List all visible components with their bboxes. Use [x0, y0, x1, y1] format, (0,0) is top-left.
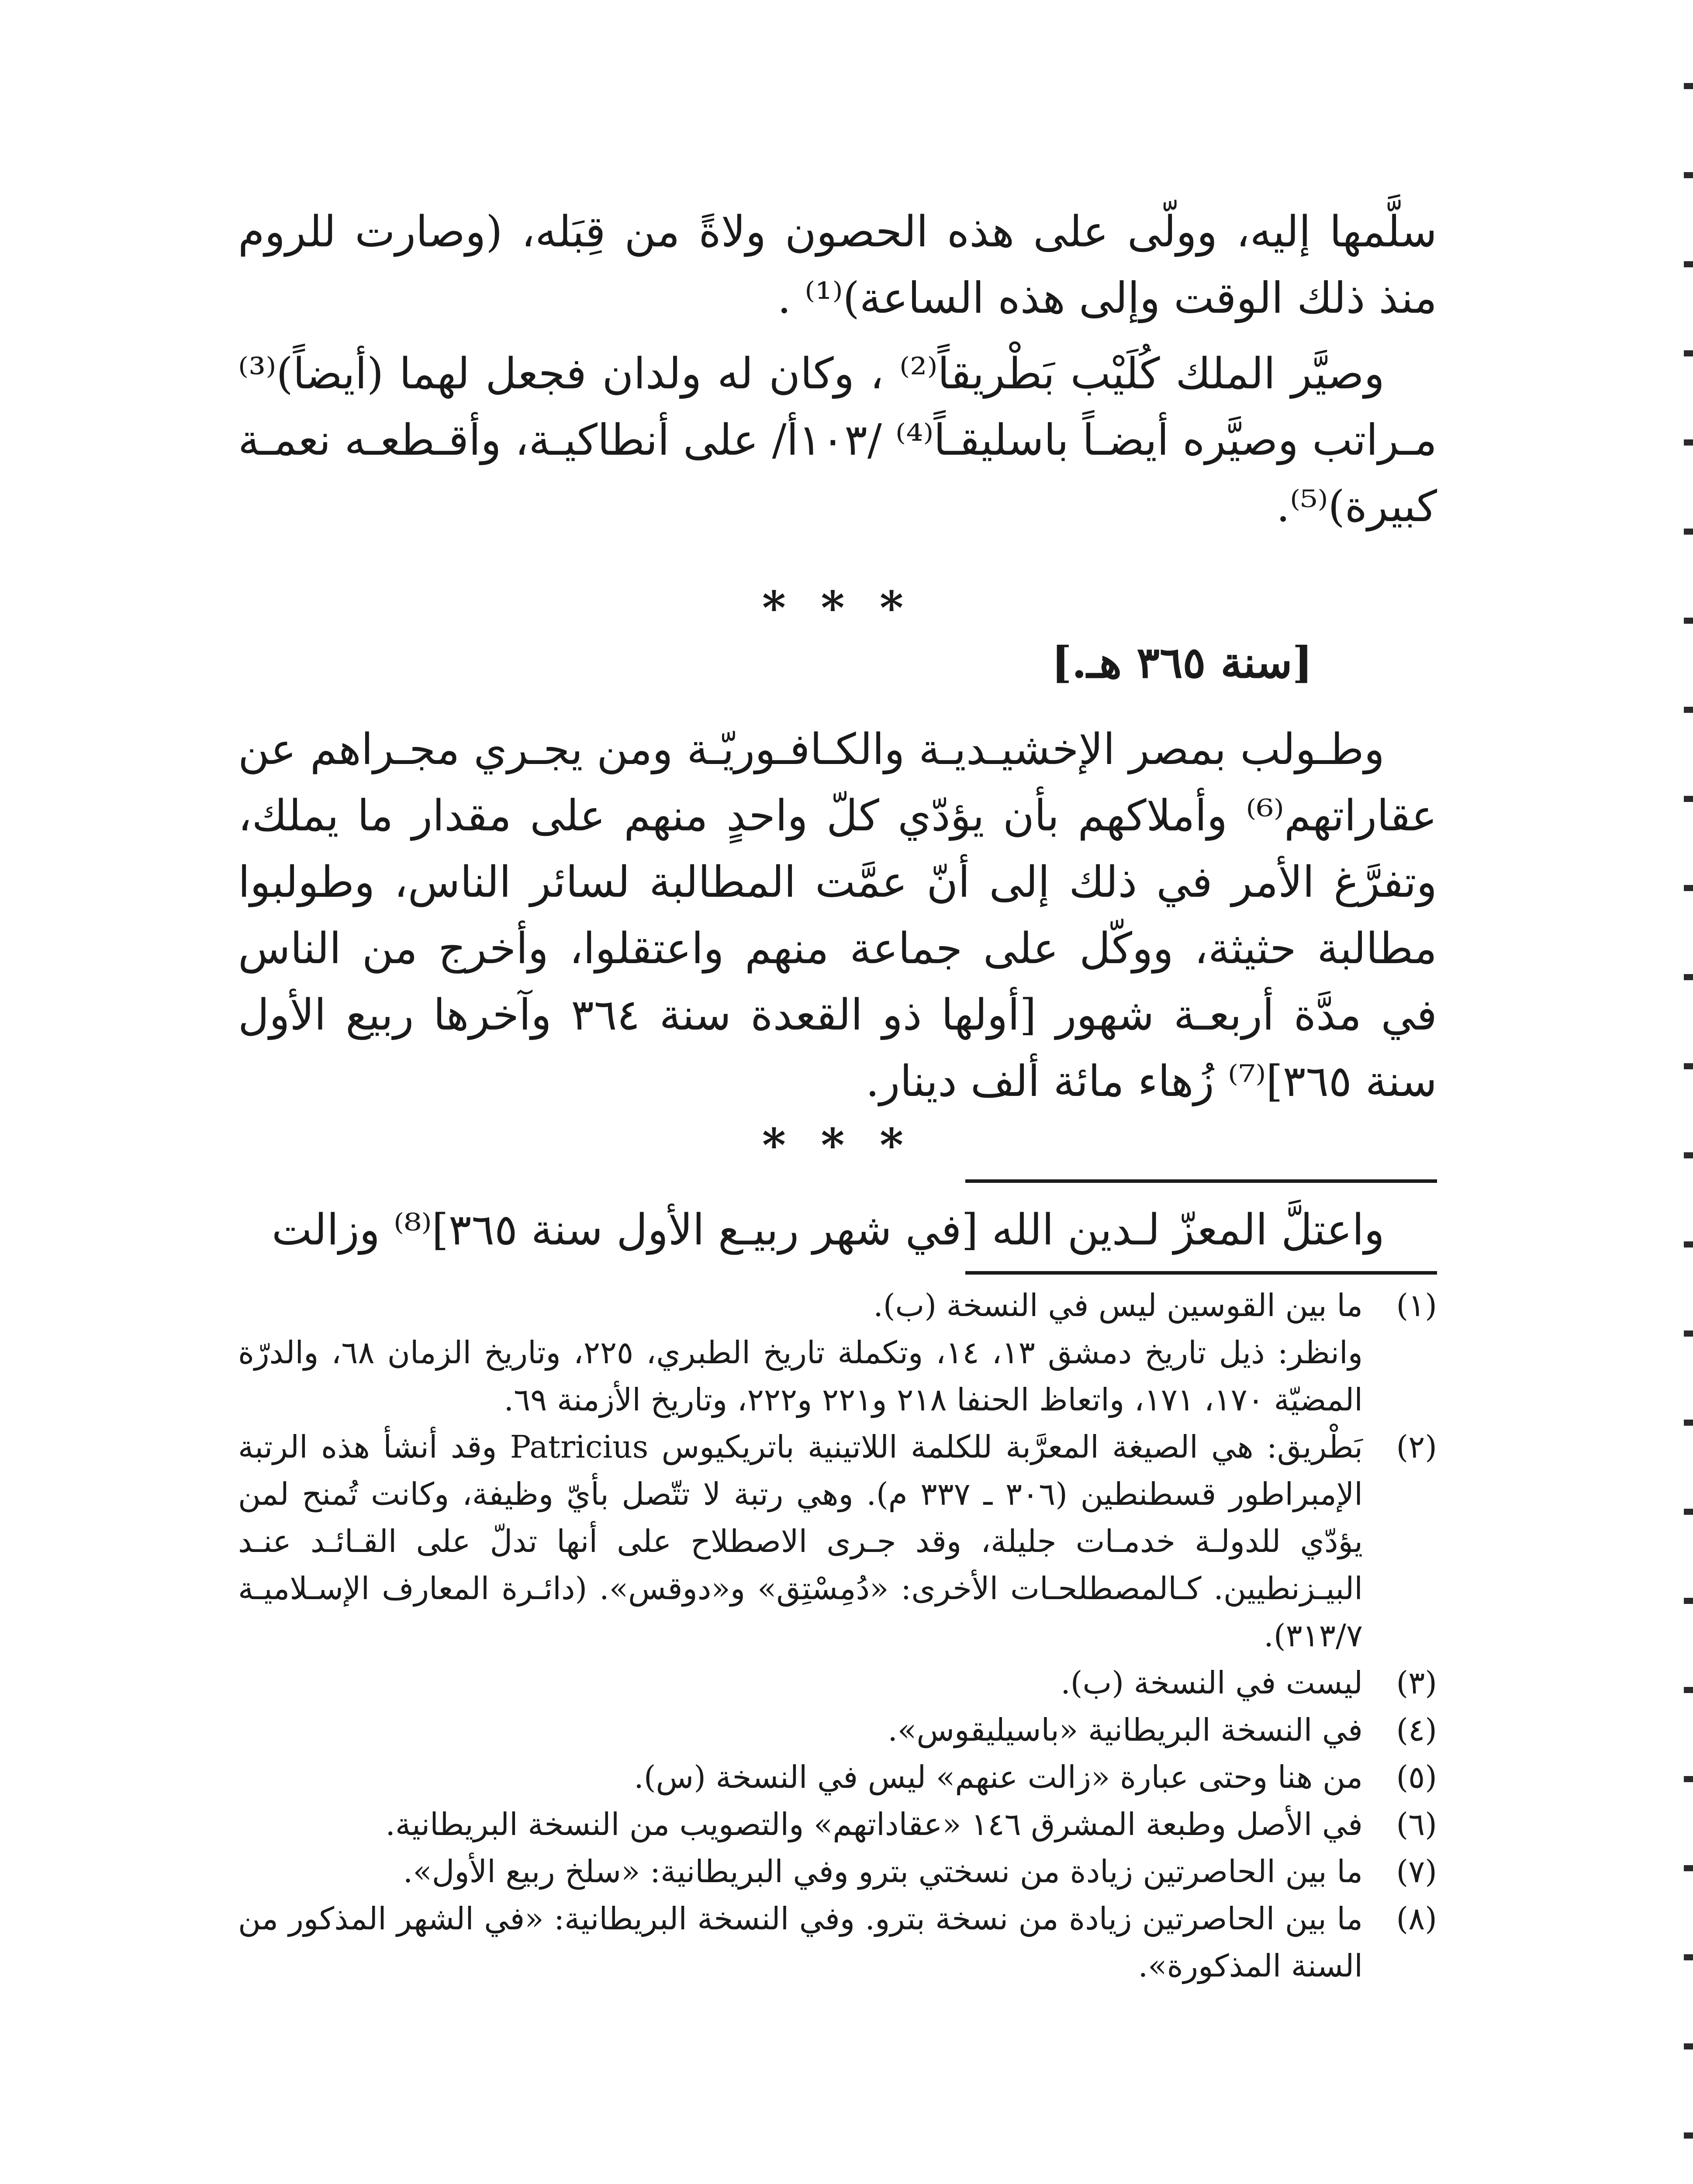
section-heading-year: [سنة ٣٦٥ هـ.] — [1051, 638, 1313, 688]
paragraph-4 — [238, 1197, 1437, 1263]
footnote-number: (٤) — [1396, 1712, 1437, 1748]
footnote-number: (٧) — [1396, 1853, 1437, 1890]
footnote-6 — [238, 1801, 1437, 1848]
footnote-text: وانظر: ذيل تاريخ دمشق ١٣، ١٤، وتكملة تاريخ الطبري، ٢٢٥، وتاريخ الزمان ٦٨، والدرّة المضيّة ١٧٠، ١٧١، واتعاظ الحنفا ٢١٨ و٢٢١ و٢٢٢، وتاريخ الأزمنة ٦٩. — [238, 1334, 1363, 1418]
footnote-text: من هنا وحتى عبارة «زالت عنهم» ليس في النسخة (س). — [634, 1759, 1363, 1795]
footnote-text: في الأصل وطبعة المشرق ١٤٦ «عقاداتهم» والتصويب من النسخة البريطانية. — [385, 1806, 1363, 1842]
footnote-7 — [238, 1848, 1437, 1895]
footnote-text: ليست في النسخة (ب). — [1061, 1665, 1363, 1701]
footnote-number: (٥) — [1396, 1759, 1437, 1795]
paragraph-3 — [238, 716, 1437, 1115]
section-divider-2: * * * — [762, 1118, 913, 1172]
footnote-2 — [238, 1424, 1437, 1659]
paragraph-3-text: وطـولب بمصر الإخشيـديـة والكـافـوريّـة ومن يجـري مجـراهم عن عقاراتهم⁽⁶⁾ وأملاكهم بأن يؤدّي كلّ واحدٍ منهم على مقدار ما يملك، وتفرَّغ الأمر في ذلك إلى أنّ عمَّت المطالبة لسائر الناس، وطولبوا مطالبة حثيثة، ووكّل على جماعة منهم واعتقلوا، وأخرج من الناس في مدَّة أربعـة شهور [أولها ذو القعدة سنة ٣٦٤ وآخرها ربيع الأول سنة ٣٦٥]⁽⁷⁾ زُهاء مائة ألف دينار. — [238, 725, 1437, 1106]
scan-edge-marks — [1684, 0, 1693, 2184]
footnote-text: ما بين الحاصرتين زيادة من نسخة بترو. وفي النسخة البريطانية: «في الشهر المذكور من السنة المذكورة». — [238, 1901, 1363, 1984]
footnote-1 — [238, 1282, 1437, 1329]
paragraph-2-text: وصيَّر الملك كُلَيْب بَطْريقاً⁽²⁾ ، وكان له ولدان فجعل لهما (أيضاً)⁽³⁾ مـراتب وصيَّره أيضـاً باسليقـاً⁽⁴⁾ /١٠٣أ/ على أنطاكيـة، وأقـطعـه نعمـة كبيرة)⁽⁵⁾. — [238, 349, 1437, 532]
footnote-rule-top — [965, 1179, 1437, 1183]
footnotes — [238, 1282, 1437, 1990]
footnote-rule-bottom — [965, 1271, 1437, 1275]
section-divider-1: * * * — [762, 581, 913, 635]
footnote-4 — [238, 1707, 1437, 1754]
footnote-text: ما بين الحاصرتين زيادة من نسختي بترو وفي البريطانية: «سلخ ربيع الأول». — [403, 1853, 1363, 1890]
footnote-number: (١) — [1396, 1287, 1437, 1324]
footnote-number: (٦) — [1396, 1806, 1437, 1842]
footnote-number: (٢) — [1396, 1429, 1437, 1465]
footnote-5 — [238, 1754, 1437, 1801]
footnote-text: ما بين القوسين ليس في النسخة (ب). — [873, 1287, 1363, 1324]
footnote-number: (٨) — [1396, 1901, 1437, 1937]
footnote-text: في النسخة البريطانية «باسيليقوس». — [888, 1712, 1363, 1748]
footnote-number: (٣) — [1396, 1665, 1437, 1701]
footnote-text: بَطْريق: هي الصيغة المعرَّبة للكلمة اللاتينية باتريكيوس Patricius وقد أنشأ هذه الرتبة الإمبراطور قسطنطين (٣٠٦ ـ ٣٣٧ م). وهي رتبة لا تتّصل بأيّ وظيفة، وكانت تُمنح لمن يؤدّي للدولـة خدمـات جليلة، وقد جـرى الاصطلاح على أنها تدلّ على القـائـد عنـد البيـزنطيين. كـالمصطلحـات الأخرى: «دُمِسْتِق» و«دوقس». (دائـرة المعارف الإسـلاميـة ٣١٣/٧). — [238, 1429, 1363, 1654]
footnote-3 — [238, 1659, 1437, 1707]
footnote-1-continued — [238, 1329, 1437, 1424]
paragraph-1: سلَّمها إليه، وولّى على هذه الحصون ولاةً من قِبَله، (وصارت للروم منذ ذلك الوقت وإلى هذه الساعة)⁽¹⁾ . — [238, 207, 1437, 323]
paragraph-4-text: واعتلَّ المعزّ لـدين الله [في شهر ربيـع الأول سنة ٣٦٥]⁽⁸⁾ وزالت — [272, 1205, 1385, 1255]
paragraph-2 — [238, 341, 1437, 540]
footnote-8 — [238, 1895, 1437, 1990]
